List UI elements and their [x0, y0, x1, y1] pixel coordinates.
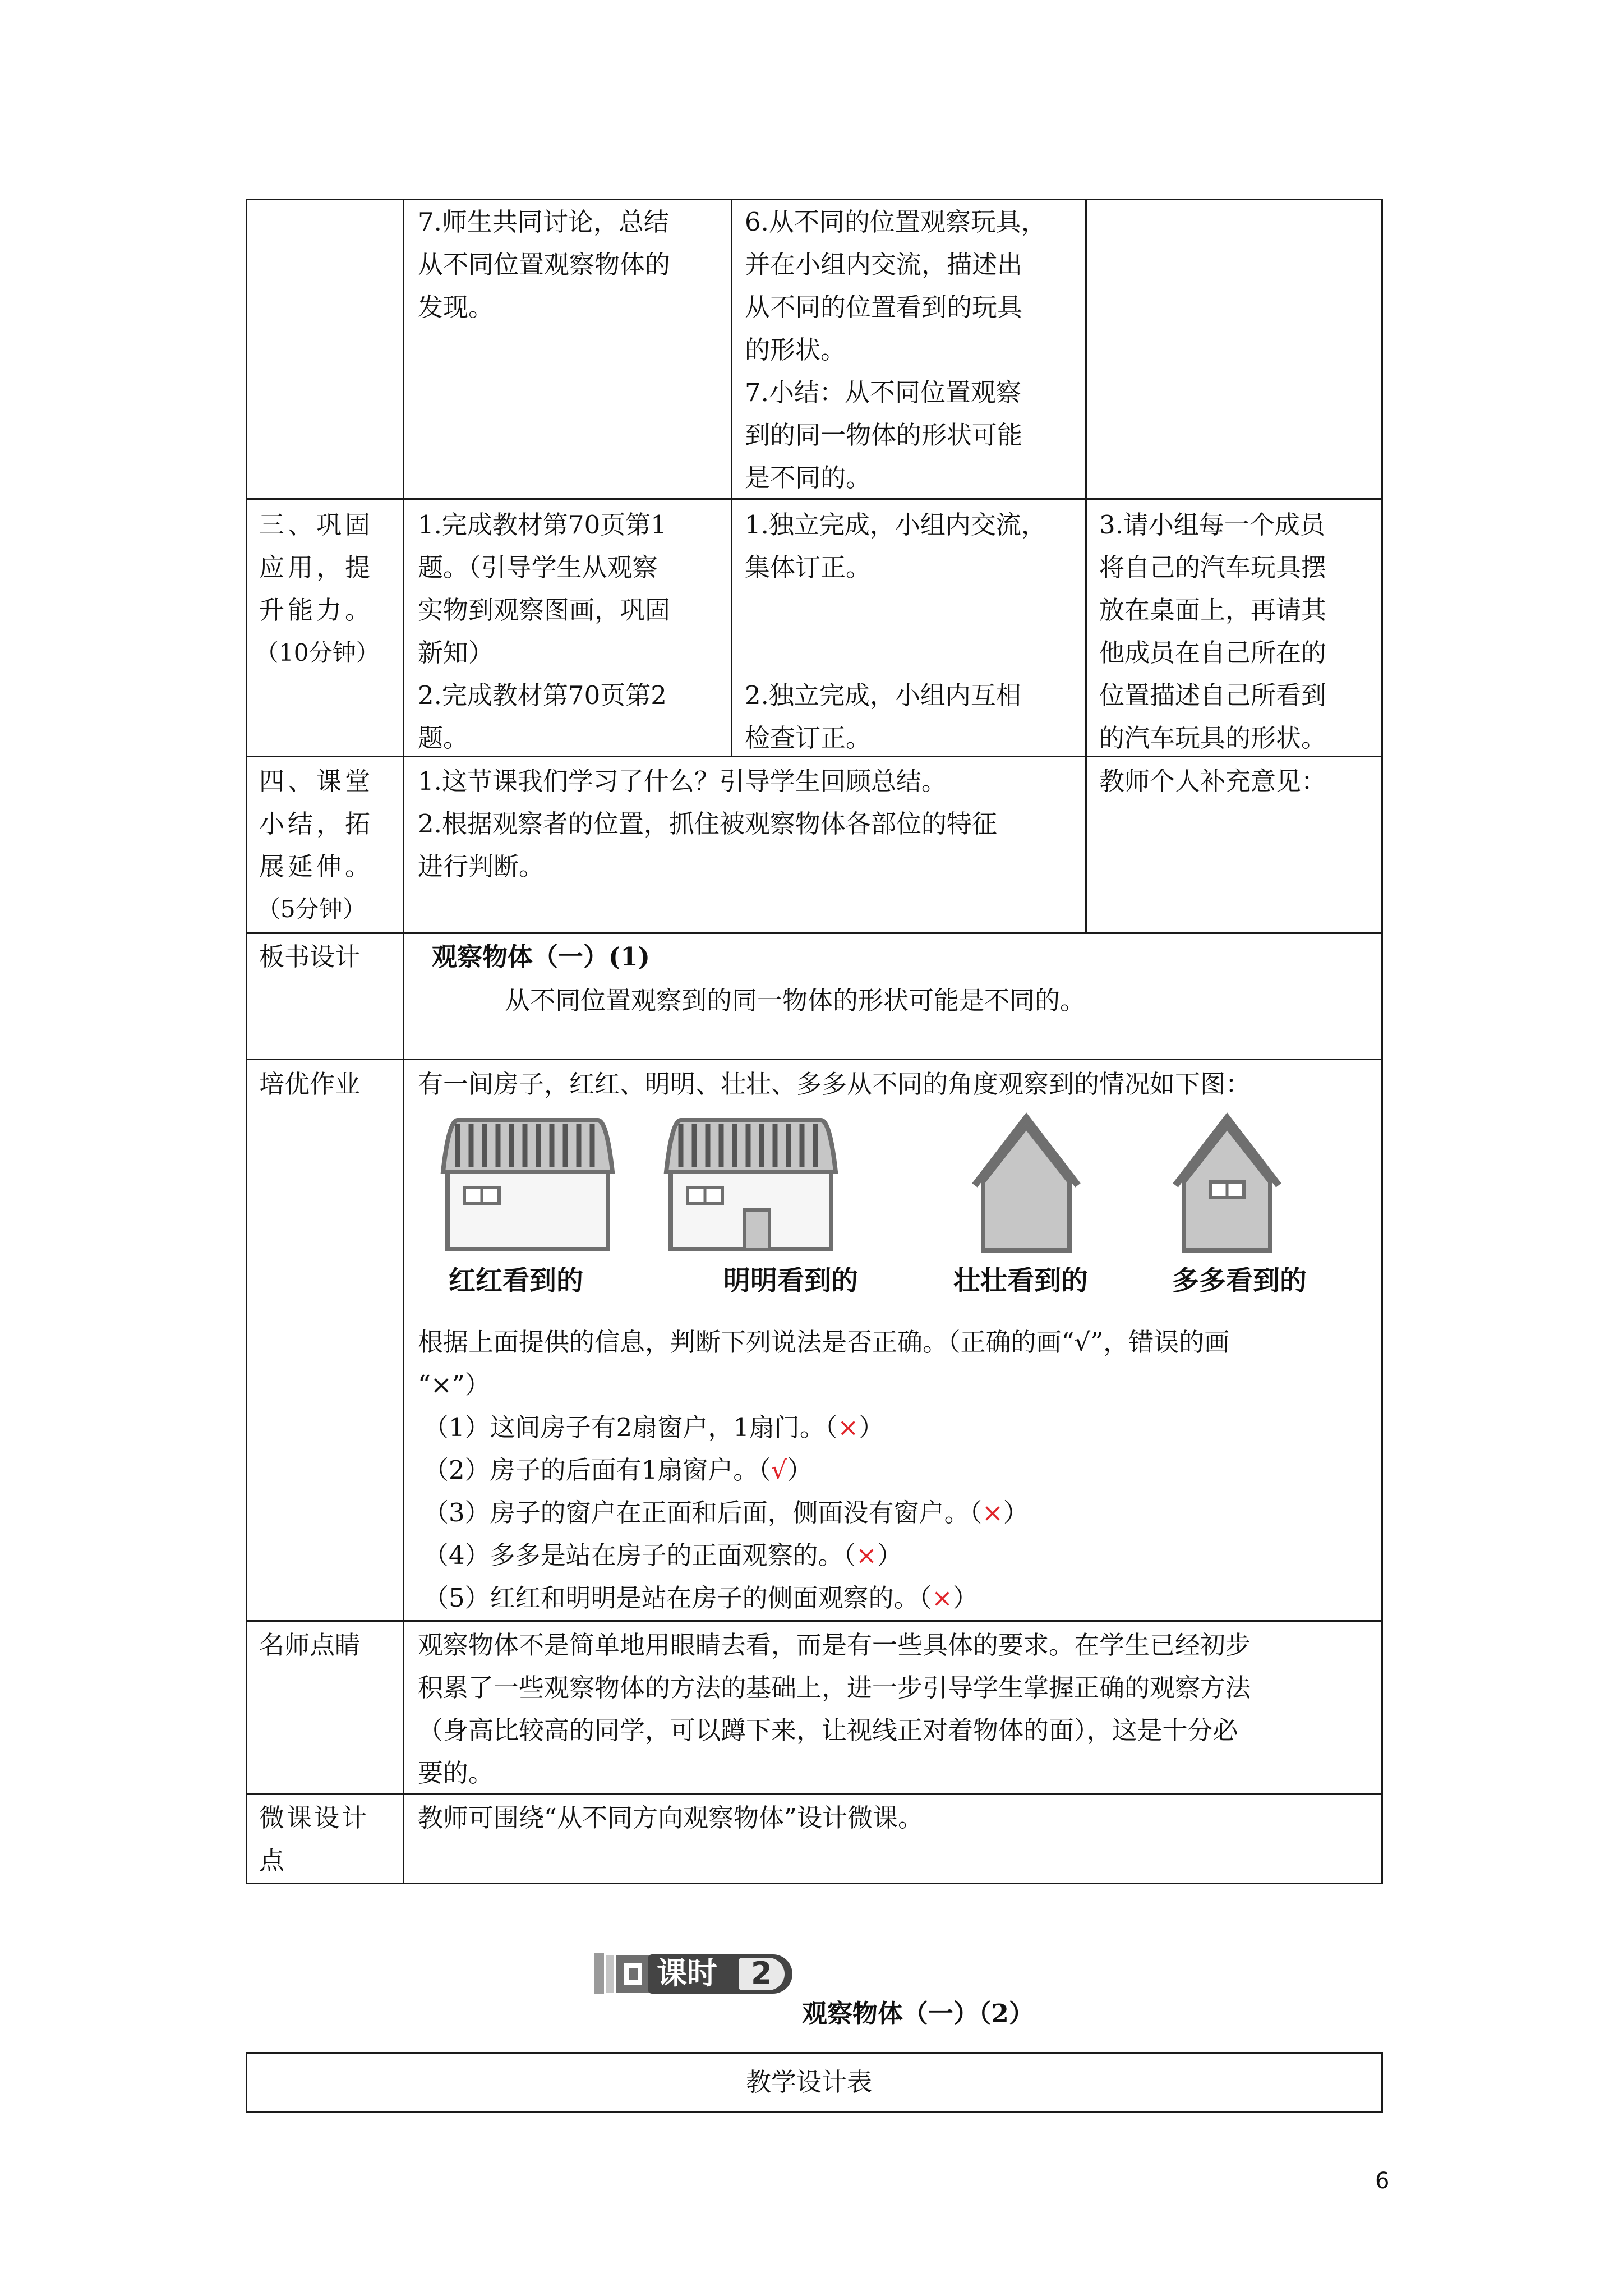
house-side-window-image	[1175, 1118, 1279, 1250]
student-line: 2.独立完成，小组内互相	[745, 680, 1021, 710]
table-line	[246, 199, 247, 1884]
house-side-plain-image	[975, 1118, 1078, 1250]
table-line	[246, 1620, 1383, 1622]
view-caption: 壮壮看到的	[953, 1265, 1089, 1296]
student-line: 的形状。	[745, 335, 846, 365]
lesson-title: 观察物体（一）（2）	[802, 1999, 1034, 2028]
note-line: 的汽车玩具的形状。	[1099, 723, 1327, 753]
table-line	[246, 1793, 1383, 1795]
view-caption: 明明看到的	[723, 1265, 859, 1296]
stage-line: 应用，提	[259, 553, 374, 582]
board-title: 观察物体（一）(1)	[432, 942, 650, 972]
tips-line: （身高比较高的同学，可以蹲下来，让视线正对着物体的面），这是十分必	[418, 1715, 1238, 1745]
item-end: ）	[1003, 1498, 1029, 1527]
table-line	[731, 199, 732, 757]
view-caption: 红红看到的	[449, 1265, 584, 1296]
teacher-line: 题。	[418, 723, 469, 753]
teacher-line: 1.完成教材第70页第1	[418, 510, 667, 540]
table-line	[246, 199, 1383, 200]
item-text: （5）红红和明明是站在房子的侧面观察的。（	[423, 1583, 932, 1613]
table-line	[246, 932, 1383, 934]
view-caption: 多多看到的	[1172, 1265, 1307, 1296]
row-label: 培优作业	[259, 1069, 361, 1099]
row-label: 点	[259, 1846, 285, 1875]
answer-mark: ×	[932, 1583, 953, 1613]
teacher-line: 新知）	[418, 638, 494, 668]
table-line	[246, 1059, 1383, 1060]
judgement-item	[423, 1492, 1029, 1534]
teacher-note-label: 教师个人补充意见：	[1099, 766, 1327, 796]
student-line: 7.小结：从不同位置观察	[745, 378, 1021, 407]
table-line	[246, 2111, 1383, 2113]
teacher-line: 2.完成教材第70页第2	[418, 680, 667, 710]
tips-line: 观察物体不是简单地用眼睛去看，而是有一些具体的要求。在学生已经初步	[418, 1630, 1251, 1660]
tips-line: 积累了一些观察物体的方法的基础上，进一步引导学生掌握正确的观察方法	[418, 1673, 1251, 1703]
house-front-door-image	[666, 1120, 836, 1249]
item-end: ）	[952, 1583, 978, 1613]
question-line: “×”）	[418, 1370, 490, 1400]
board-content: 从不同位置观察到的同一物体的形状可能是不同的。	[505, 986, 1086, 1015]
teacher-line: 发现。	[418, 292, 494, 322]
house-front-window-image	[443, 1120, 612, 1249]
row-label: 名师点睛	[259, 1630, 361, 1660]
item-end: ）	[859, 1412, 884, 1442]
item-end: ）	[787, 1455, 813, 1485]
answer-mark: ×	[982, 1498, 1003, 1527]
teacher-line: 题。（引导学生从观察	[418, 553, 658, 582]
item-text: （4）多多是站在房子的正面观察的。（	[423, 1540, 856, 1570]
lesson-badge	[592, 1945, 794, 2001]
note-line: 放在桌面上，再请其	[1099, 595, 1327, 625]
stage-line: 四、课堂	[259, 766, 374, 796]
stage-line: （10分钟）	[255, 639, 380, 666]
book-icon	[592, 1950, 653, 1998]
judgement-item	[423, 1534, 902, 1577]
answer-mark: ×	[856, 1540, 877, 1570]
answer-mark: √	[771, 1455, 787, 1485]
student-line: 并在小组内交流，描述出	[745, 250, 1023, 279]
page-number: 6	[1375, 2168, 1390, 2194]
item-text: （1）这间房子有2扇窗户，1扇门。（	[423, 1412, 838, 1442]
note-line: 3.请小组每一个成员	[1099, 510, 1325, 540]
note-line: 位置描述自己所看到	[1099, 680, 1327, 710]
judgement-item	[423, 1406, 884, 1449]
student-line: 6.从不同的位置观察玩具，	[745, 207, 1046, 237]
teacher-line: 实物到观察图画，巩固	[418, 595, 671, 625]
table-line	[1381, 199, 1383, 1884]
item-text: （3）房子的窗户在正面和后面，侧面没有窗户。（	[423, 1498, 983, 1527]
stage-line: 展延伸。	[259, 852, 374, 881]
judgement-item	[423, 1577, 978, 1619]
item-text: （2）房子的后面有1扇窗户。（	[423, 1455, 771, 1485]
answer-mark: ×	[837, 1412, 859, 1442]
summary-line: 1.这节课我们学习了什么？引导学生回顾总结。	[418, 766, 947, 796]
student-line: 是不同的。	[745, 463, 872, 493]
item-end: ）	[877, 1540, 902, 1570]
stage-line: 小结，拓	[259, 809, 374, 839]
design-table-header: 教学设计表	[746, 2067, 873, 2097]
summary-line: 进行判断。	[418, 852, 545, 881]
homework-intro: 有一间房子，红红、明明、壮壮、多多从不同的角度观察到的情况如下图：	[418, 1069, 1251, 1099]
stage-line: （5分钟）	[257, 895, 366, 923]
note-line: 将自己的汽车玩具摆	[1099, 553, 1327, 582]
table-line	[246, 2052, 1383, 2054]
student-line: 检查订正。	[745, 723, 872, 753]
micro-content: 教师可围绕“从不同方向观察物体”设计微课。	[418, 1803, 924, 1833]
row-label: 板书设计	[259, 942, 361, 972]
teacher-line: 7.师生共同讨论，总结	[418, 207, 669, 237]
stage-line: 三、巩固	[259, 510, 374, 540]
row-label: 微课设计	[259, 1803, 370, 1833]
table-line	[246, 2052, 247, 2113]
table-line	[403, 199, 404, 1884]
note-line: 他成员在自己所在的	[1099, 638, 1327, 668]
badge-text: 课时	[657, 1955, 717, 1991]
table-line	[246, 1883, 1383, 1884]
teacher-line: 从不同位置观察物体的	[418, 250, 671, 279]
stage-line: 升能力。	[259, 595, 374, 625]
student-line: 到的同一物体的形状可能	[745, 420, 1023, 450]
student-line: 1.独立完成，小组内交流，	[745, 510, 1046, 540]
table-line	[1381, 2052, 1383, 2113]
badge-number: 2	[751, 1955, 772, 1991]
student-line: 从不同的位置看到的玩具	[745, 292, 1023, 322]
table-line	[1085, 199, 1087, 934]
student-line: 集体订正。	[745, 553, 872, 582]
tips-line: 要的。	[418, 1758, 494, 1788]
question-line: 根据上面提供的信息，判断下列说法是否正确。（正确的画“√”，错误的画	[418, 1327, 1230, 1357]
summary-line: 2.根据观察者的位置，抓住被观察物体各部位的特征	[418, 809, 997, 839]
judgement-item	[423, 1449, 812, 1492]
